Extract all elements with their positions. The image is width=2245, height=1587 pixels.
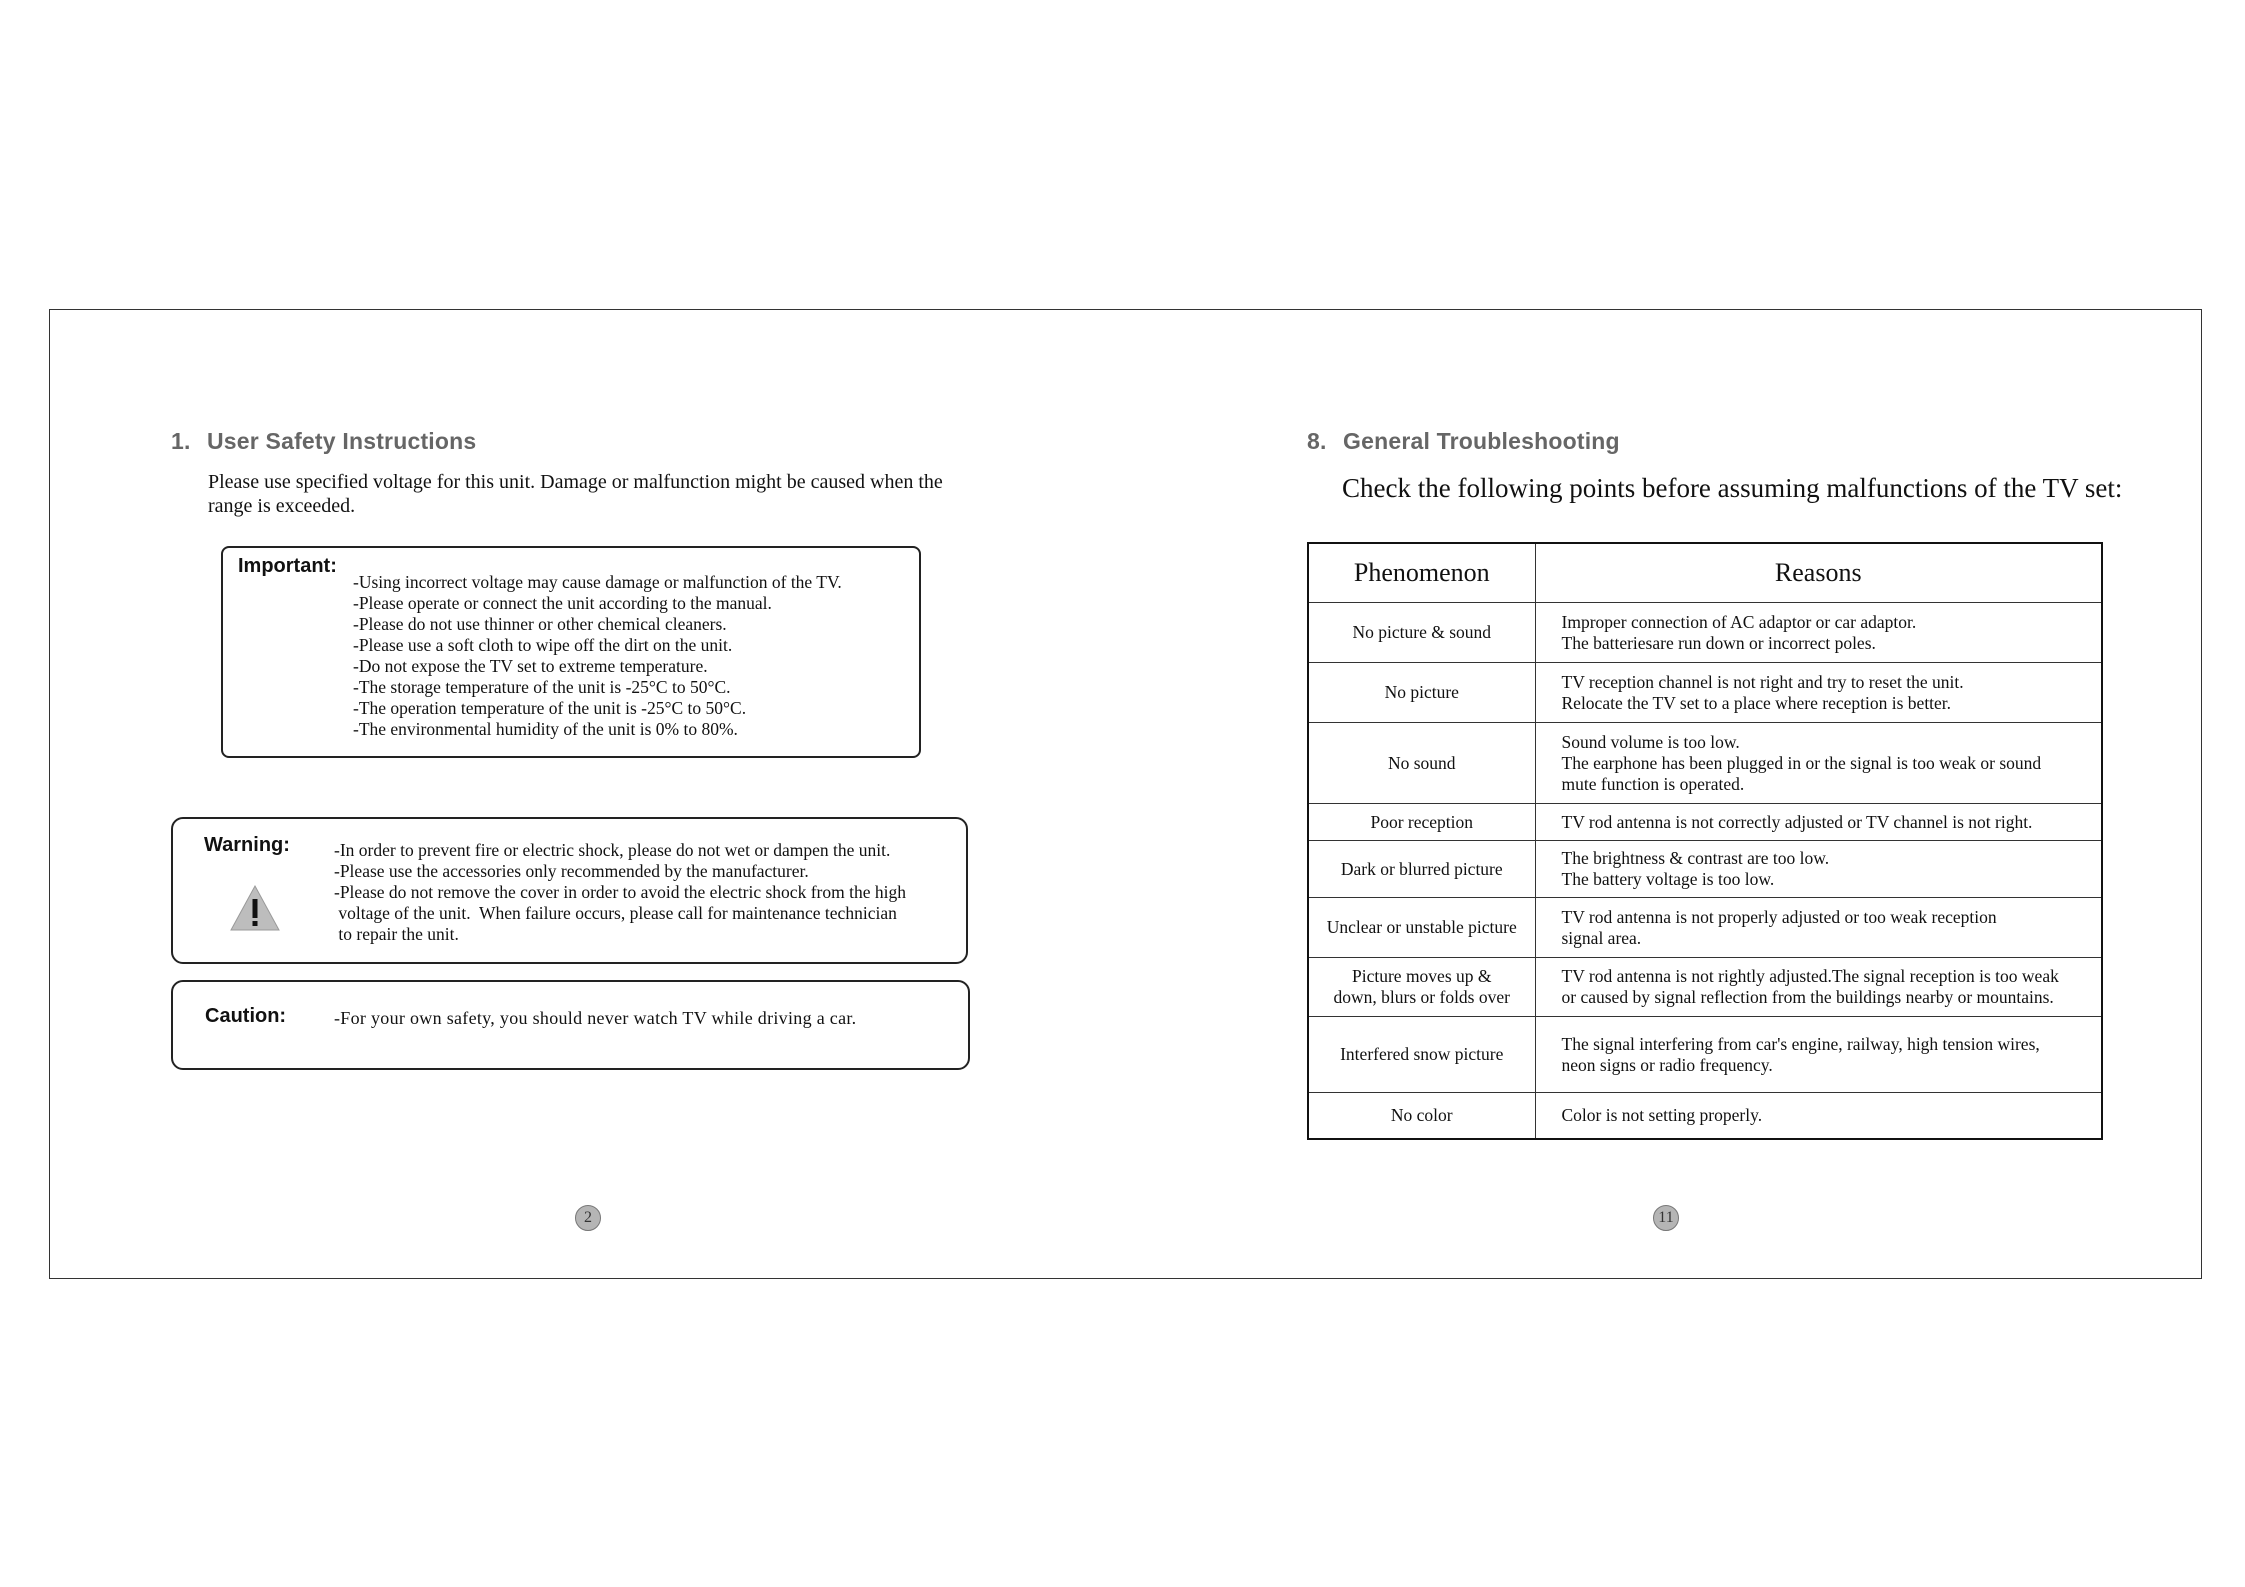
- reasons-cell: [1535, 1017, 2102, 1093]
- section-number: 1.: [171, 428, 191, 454]
- table-row: [1308, 723, 2102, 804]
- cell-text: Poor reception: [1370, 811, 1474, 832]
- reasons-cell: [1535, 603, 2102, 663]
- cell-text: TV rod antenna is not properly adjusted or too weak reception: [1561, 906, 1997, 927]
- intro-paragraph: Please use specified voltage for this unit. Damage or malfunction might be caused when the range is exceeded.: [208, 471, 943, 517]
- reasons-cell: [1535, 663, 2102, 723]
- page-number-right: 11: [1653, 1205, 1679, 1231]
- cell-text: Picture moves up &: [1352, 966, 1492, 986]
- cell-text: No sound: [1387, 752, 1456, 773]
- table-row: [1308, 841, 2102, 898]
- list-item: voltage of the unit. When failure occurs, please call for maintenance technician: [334, 903, 897, 923]
- reasons-cell: [1535, 958, 2102, 1017]
- phenomenon-cell: [1308, 663, 1535, 723]
- list-item: -Using incorrect voltage may cause damage or malfunction of the TV.: [353, 572, 842, 592]
- cell-text: Relocate the TV set to a place where reception is better.: [1561, 692, 1952, 713]
- section-title: User Safety Instructions: [207, 428, 477, 454]
- cell-text: No picture & sound: [1352, 622, 1492, 642]
- section-number: 8.: [1307, 428, 1327, 454]
- important-list: [353, 572, 842, 740]
- troubleshooting-table: [1307, 542, 2103, 1140]
- reasons-cell: [1535, 898, 2102, 958]
- phenomenon-cell: [1308, 958, 1535, 1017]
- warning-list: [334, 840, 906, 945]
- cell-text: Color is not setting properly.: [1561, 1104, 1763, 1125]
- cell-text: Sound volume is too low.: [1561, 731, 1740, 752]
- page-number-left: 2: [575, 1205, 601, 1231]
- table-row: [1308, 663, 2102, 723]
- phenomenon-cell: [1308, 603, 1535, 663]
- list-item: to repair the unit.: [334, 924, 459, 944]
- cell-text: The signal interfering from car's engine, railway, high tension wires,: [1561, 1033, 2040, 1054]
- cell-text: No picture: [1384, 682, 1459, 702]
- section-title: General Troubleshooting: [1343, 428, 1620, 454]
- cell-text: Interfered snow picture: [1340, 1044, 1504, 1064]
- cell-text: The earphone has been plugged in or the signal is too weak or sound: [1561, 752, 2042, 773]
- table-row: [1308, 1017, 2102, 1093]
- list-item: -The storage temperature of the unit is -25°C to 50°C.: [353, 677, 731, 697]
- column-header-reasons: Reasons: [1535, 543, 2102, 603]
- cell-text: Dark or blurred picture: [1340, 858, 1503, 879]
- cell-text: TV reception channel is not right and try to reset the unit.: [1561, 671, 1964, 692]
- cell-text: or caused by signal reflection from the buildings nearby or mountains.: [1561, 987, 2054, 1007]
- list-item: -Please operate or connect the unit according to the manual.: [353, 593, 772, 613]
- phenomenon-cell: [1308, 1093, 1535, 1139]
- cell-text: The brightness & contrast are too low.: [1561, 848, 1830, 868]
- caution-text: -For your own safety, you should never watch TV while driving a car.: [334, 1008, 857, 1028]
- cell-text: The batteriesare run down or incorrect poles.: [1561, 632, 1876, 653]
- list-item: -Please do not remove the cover in order to avoid the electric shock from the high: [334, 882, 906, 902]
- important-label: Important:: [238, 555, 337, 577]
- table-row: [1308, 804, 2102, 841]
- list-item: -In order to prevent fire or electric shock, please do not wet or dampen the unit.: [334, 840, 891, 860]
- reasons-cell: [1535, 841, 2102, 898]
- phenomenon-cell: [1308, 723, 1535, 804]
- cell-text: mute function is operated.: [1561, 773, 1745, 794]
- cell-text: TV rod antenna is not rightly adjusted.The signal reception is too weak: [1561, 966, 2059, 986]
- list-item: -The operation temperature of the unit is -25°C to 50°C.: [353, 698, 747, 718]
- phenomenon-cell: [1308, 1017, 1535, 1093]
- caution-label: Caution:: [205, 1005, 287, 1027]
- list-item: -Do not expose the TV set to extreme temperature.: [353, 656, 708, 676]
- cell-text: No color: [1390, 1104, 1453, 1125]
- reasons-cell: [1535, 1093, 2102, 1139]
- phenomenon-cell: [1308, 841, 1535, 898]
- table-row: [1308, 603, 2102, 663]
- table-row: [1308, 898, 2102, 958]
- list-item: -The environmental humidity of the unit is 0% to 80%.: [353, 719, 738, 739]
- reasons-cell: [1535, 723, 2102, 804]
- warning-label: Warning:: [204, 834, 290, 856]
- cell-text: signal area.: [1561, 927, 1642, 948]
- phenomenon-cell: [1308, 898, 1535, 958]
- cell-text: down, blurs or folds over: [1333, 987, 1510, 1007]
- table-header-row: [1308, 543, 2102, 603]
- list-item: -Please use the accessories only recommended by the manufacturer.: [334, 861, 809, 881]
- troubleshooting-subtitle: Check the following points before assuming malfunctions of the TV set:: [1342, 473, 2123, 503]
- column-header-phenomenon: Phenomenon: [1308, 543, 1535, 603]
- cell-text: TV rod antenna is not correctly adjusted or TV channel is not right.: [1561, 811, 2033, 832]
- reasons-cell: [1535, 804, 2102, 841]
- section-heading-troubleshooting: [1307, 428, 1620, 455]
- phenomenon-cell: [1308, 804, 1535, 841]
- warning-triangle-icon: [229, 884, 281, 932]
- table-row: [1308, 1093, 2102, 1139]
- section-heading-safety: [171, 428, 476, 455]
- cell-text: The battery voltage is too low.: [1561, 869, 1775, 889]
- cell-text: Improper connection of AC adaptor or car adaptor.: [1561, 611, 1917, 632]
- table-row: [1308, 958, 2102, 1017]
- list-item: -Please use a soft cloth to wipe off the dirt on the unit.: [353, 635, 733, 655]
- list-item: -Please do not use thinner or other chemical cleaners.: [353, 614, 727, 634]
- cell-text: Unclear or unstable picture: [1326, 917, 1517, 937]
- cell-text: neon signs or radio frequency.: [1561, 1054, 1773, 1075]
